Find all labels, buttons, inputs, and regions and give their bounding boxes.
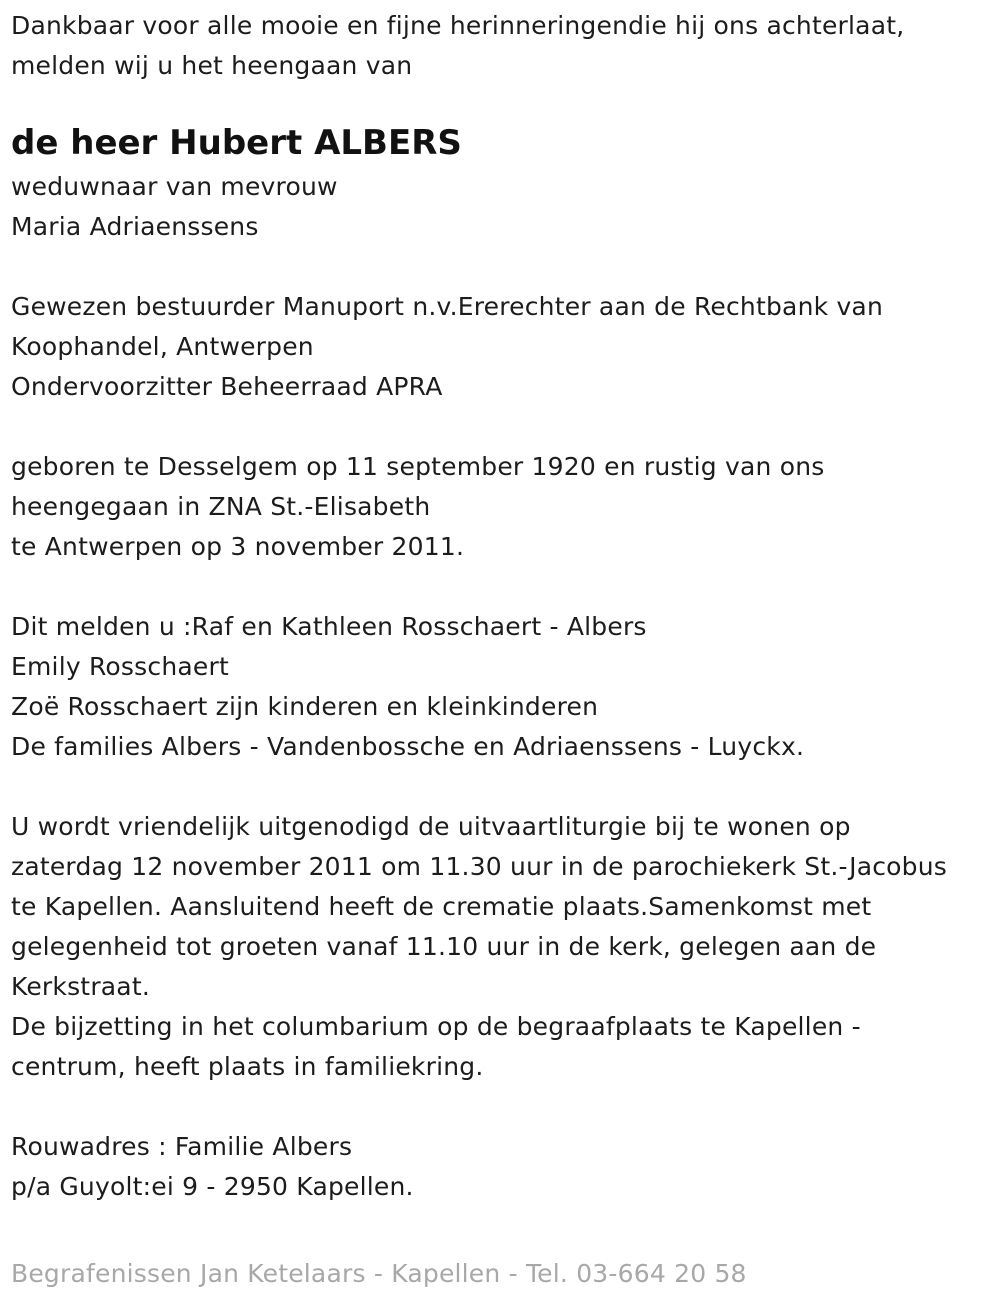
family-section <box>11 607 986 767</box>
spouse-line: Maria Adriaenssens <box>11 212 259 241</box>
ceremony-line: te Kapellen. Aansluitend heeft de crematie plaats.Samenkomst met <box>11 892 872 921</box>
career-line: Gewezen bestuurder Manuport n.v.Ererechter aan de Rechtbank van <box>11 292 883 321</box>
birth-death-line: heengegaan in ZNA St.-Elisabeth <box>11 492 431 521</box>
career-line: Koophandel, Antwerpen <box>11 332 314 361</box>
ceremony-line: De bijzetting in het columbarium op de begraafplaats te Kapellen - <box>11 1012 861 1041</box>
death-notice <box>11 6 986 1207</box>
funeral-home-footer: Begrafenissen Jan Ketelaars - Kapellen - Tel. 03-664 20 58 <box>11 1259 747 1288</box>
career-section <box>11 287 986 407</box>
spouse-section <box>11 167 986 247</box>
family-line: Emily Rosschaert <box>11 652 229 681</box>
deceased-name: de heer Hubert ALBERS <box>11 123 462 163</box>
birth-death-section <box>11 447 986 567</box>
ceremony-line: gelegenheid tot groeten vanaf 11.10 uur in de kerk, gelegen aan de <box>11 932 877 961</box>
ceremony-line: centrum, heeft plaats in familiekring. <box>11 1052 484 1081</box>
intro-line: melden wij u het heengaan van <box>11 51 413 80</box>
ceremony-line: U wordt vriendelijk uitgenodigd de uitvaartliturgie bij te wonen op <box>11 812 851 841</box>
ceremony-line: zaterdag 12 november 2011 om 11.30 uur in de parochiekerk St.-Jacobus <box>11 852 948 881</box>
intro-line: Dankbaar voor alle mooie en fijne herinneringendie hij ons achterlaat, <box>11 11 905 40</box>
birth-death-line: te Antwerpen op 3 november 2011. <box>11 532 465 561</box>
ceremony-section <box>11 807 986 1087</box>
address-line: p/a Guyolt:ei 9 - 2950 Kapellen. <box>11 1172 414 1201</box>
career-line: Ondervoorzitter Beheerraad APRA <box>11 372 443 401</box>
address-section <box>11 1127 986 1207</box>
address-line: Rouwadres : Familie Albers <box>11 1132 353 1161</box>
family-line: De families Albers - Vandenbossche en Adriaenssens - Luyckx. <box>11 732 805 761</box>
family-line: Dit melden u :Raf en Kathleen Rosschaert - Albers <box>11 612 647 641</box>
ceremony-line: Kerkstraat. <box>11 972 150 1001</box>
spouse-line: weduwnaar van mevrouw <box>11 172 338 201</box>
birth-death-line: geboren te Desselgem op 11 september 1920 en rustig van ons <box>11 452 825 481</box>
family-line: Zoë Rosschaert zijn kinderen en kleinkinderen <box>11 692 599 721</box>
intro-section <box>11 6 986 86</box>
